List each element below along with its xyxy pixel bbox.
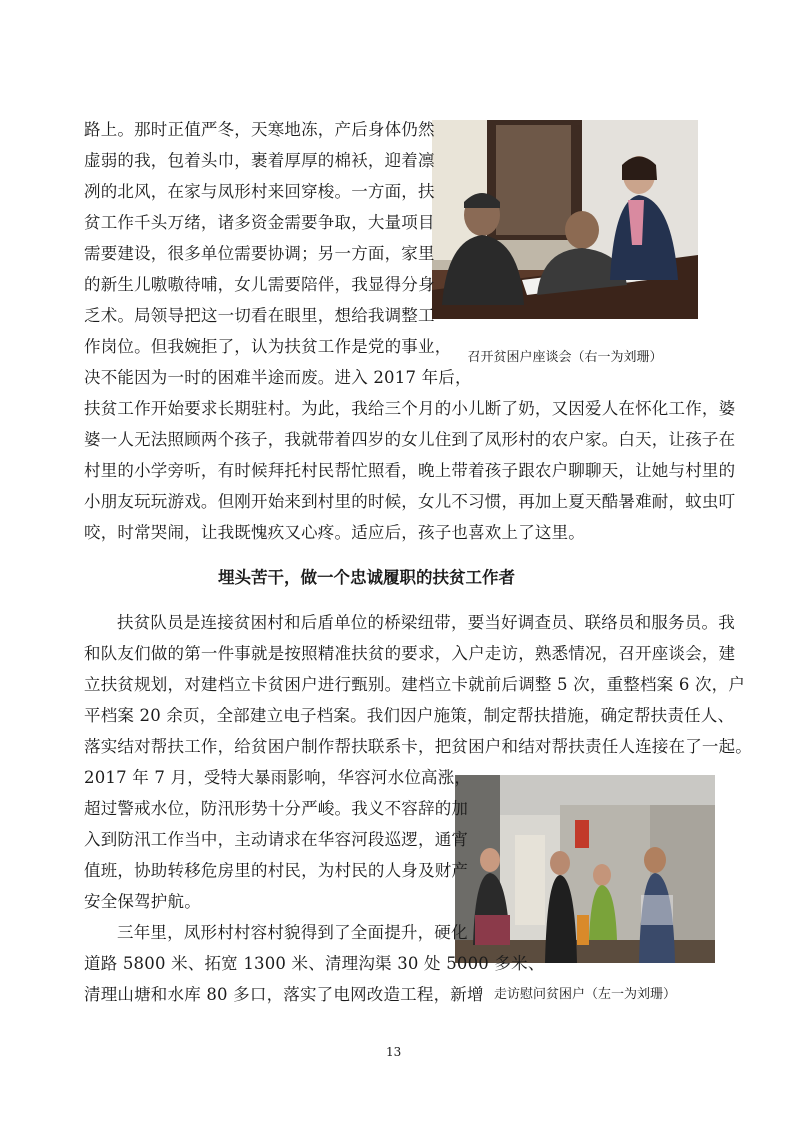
text-line: 和队友们做的第一件事就是按照精准扶贫的要求，入户走访，熟悉情况，召开座谈会，建 <box>84 644 736 663</box>
text-line: 清理山塘和水库 80 多口，落实了电网改造工程，新增 <box>84 985 484 1004</box>
text-line: 虚弱的我，包着头巾，裹着厚厚的棉袄，迎着凛 <box>84 151 435 170</box>
text-line: 决不能因为一时的困难半途而废。进入 2017 年后， <box>84 368 472 387</box>
text-line: 2017 年 7 月，受特大暴雨影响，华容河水位高涨， <box>84 768 472 787</box>
text-line: 扶贫工作开始要求长期驻村。为此，我给三个月的小儿断了奶，又因爱人在怀化工作，婆 <box>84 399 736 418</box>
text-line: 立扶贫规划，对建档立卡贫困户进行甄别。建档立卡就前后调整 5 次，重整档案 6 次，户 <box>84 675 746 694</box>
text-line: 贫工作千头万绪，诸多资金需要争取，大量项目 <box>84 213 435 232</box>
visit-photo-caption: 走访慰问贫困户（左一为刘珊） <box>493 987 676 1002</box>
section-heading: 埋头苦干，做一个忠诚履职的扶贫工作者 <box>218 568 515 587</box>
text-line: 落实结对帮扶工作，给贫困户制作帮扶联系卡，把贫困户和结对帮扶责任人连接在了一起。 <box>84 737 752 756</box>
text-line: 小朋友玩玩游戏。但刚开始来到村里的时候，女儿不习惯，再加上夏天酷暑难耐，蚊虫叮 <box>84 492 736 511</box>
text-line: 需要建设，很多单位需要协调；另一方面，家里 <box>84 244 435 263</box>
text-line: 三年里，凤形村村容村貌得到了全面提升，硬化 <box>117 923 468 942</box>
text-line: 婆一人无法照顾两个孩子，我就带着四岁的女儿住到了凤形村的农户家。白天，让孩子在 <box>84 430 736 449</box>
text-line: 安全保驾护航。 <box>84 892 201 911</box>
text-line: 路上。那时正值严冬，天寒地冻，产后身体仍然 <box>84 120 435 139</box>
text-line: 村里的小学旁听，有时候拜托村民帮忙照看，晚上带着孩子跟农户聊聊天，让她与村里的 <box>84 461 736 480</box>
text-line: 咬，时常哭闹，让我既愧疚又心疼。适应后，孩子也喜欢上了这里。 <box>84 523 585 542</box>
text-line: 值班，协助转移危房里的村民，为村民的人身及财产 <box>84 861 469 880</box>
visit-photo-image <box>455 775 715 963</box>
visit-photo <box>455 775 715 963</box>
text-line: 扶贫队员是连接贫困村和后盾单位的桥梁纽带，要当好调查员、联络员和服务员。我 <box>117 613 735 632</box>
page-number: 13 <box>386 1045 402 1059</box>
text-line: 平档案 20 余页，全部建立电子档案。我们因户施策，制定帮扶措施，确定帮扶责任人、 <box>84 706 735 725</box>
text-line: 乏术。局领导把这一切看在眼里，想给我调整工 <box>84 306 435 325</box>
text-line: 的新生儿嗷嗷待哺，女儿需要陪伴，我显得分身 <box>84 275 435 294</box>
text-line: 超过警戒水位，防汛形势十分严峻。我义不容辞的加 <box>84 799 469 818</box>
meeting-photo <box>432 120 698 319</box>
text-line: 道路 5800 米、拓宽 1300 米、清理沟渠 30 处 5000 多米、 <box>84 954 545 973</box>
text-line: 入到防汛工作当中，主动请求在华容河段巡逻，通宵 <box>84 830 469 849</box>
meeting-photo-caption: 召开贫困户座谈会（右一为刘珊） <box>467 350 663 365</box>
meeting-photo-image <box>432 120 698 319</box>
text-line: 冽的北风，在家与凤形村来回穿梭。一方面，扶 <box>84 182 435 201</box>
text-line: 作岗位。但我婉拒了，认为扶贫工作是党的事业， <box>84 337 452 356</box>
